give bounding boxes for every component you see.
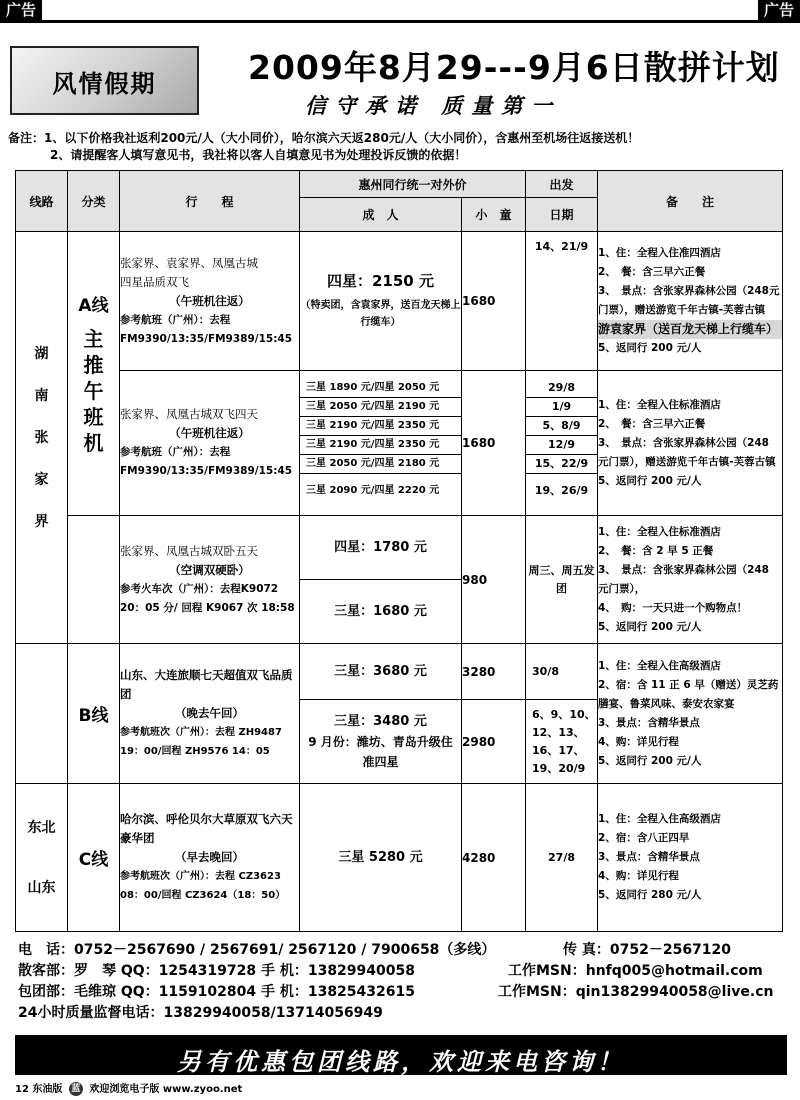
date-option: 5、8/9 [526,417,597,436]
itinerary-p3 [120,516,300,644]
itin-line: 山东、大连旅顺七天超值双飞品质团 [120,668,293,701]
sub-char: 机 [83,431,104,455]
itin-note: （午班机往返） [169,426,250,440]
sub-char: 班 [83,405,104,429]
dates-p4b: 6、9、10、12、13、16、17、19、20/9 [526,700,598,784]
price-p4b [300,700,462,784]
route-char: 界 [34,513,49,530]
price-p5: 三星 5280 元 [300,784,462,932]
itinerary-p1 [120,232,300,371]
price-option: 三星 2190 元/四星 2350 元 [300,436,461,455]
remark-item: 3、景点：含精华景点 [598,716,700,729]
remarks-p3 [598,516,783,644]
header [0,28,800,123]
page-title: 2009年8月29---9月6日散拼计划 [248,48,780,87]
contact-row-phone [18,940,798,961]
table-row-p4a [16,644,783,700]
promo-text: 另有优惠包团线路，欢迎来电咨询！ [177,1048,625,1076]
slogan: 信守承诺 质量第一 [305,94,562,118]
price-p1 [300,232,462,371]
route-blank [16,644,68,784]
remark-item: 1、住：全程入住高级酒店 [598,813,721,825]
child-price-p4a: 3280 [462,644,526,700]
itin-note: （空调双硬卧） [169,562,250,577]
contact-block [18,940,798,1024]
remark-item: 3、 景点：含张家界森林公园（248元门票），赠送游览千年古镇-芙蓉古镇 [598,285,780,316]
itinerary-p5 [120,784,300,932]
brand-name: 风情假期 [52,70,157,98]
category-a-cont [68,516,120,644]
notes [8,130,798,164]
edition-badge-icon: 蓝 [69,1082,83,1096]
ad-tag-right: 广告 [758,0,800,20]
remark-item: 2、 餐：含三早六正餐 [598,417,706,430]
date-option: 15、22/9 [526,455,597,474]
sub-char: 推 [83,353,104,377]
promo-banner [15,1035,787,1075]
category-a [68,232,120,516]
price-option: 三星 2050 元/四星 2180 元 [300,455,461,474]
contact-row-retail [18,961,798,982]
itin-note: （午班机往返） [169,293,250,308]
remark-item: 1、住：全程入住准四酒店 [598,247,721,259]
category-a-label: A线 [78,296,109,316]
remarks-p2 [598,371,783,516]
child-price-p3: 980 [462,516,526,644]
date-option: 1/9 [526,398,597,417]
itin-line: 张家界、凤凰古城双飞四天 [120,407,258,421]
contact-row-group [18,982,798,1003]
header-depart: 出发 [526,171,598,198]
page-number: 12 [15,1084,29,1095]
price-p2 [300,371,462,516]
dates-p4a: 30/8 [526,644,598,700]
header-itinerary: 行 程 [120,171,300,232]
contact-row-hotline [18,1003,798,1024]
remarks-p4 [598,644,783,784]
retail-msn: 工作MSN：hnfq005@hotmail.com [508,963,763,979]
dates-p2 [526,371,598,516]
route-char: 南 [34,387,49,404]
remark-item: 5、返同行 200 元/人 [598,620,702,633]
price-option: 三星 2190 元/四星 2350 元 [300,417,461,436]
itin-line: 四星品质双飞 [120,274,189,289]
group-contact: 包团部：毛维琼 QQ：1159102804 手 机：13825432615 [18,984,415,1000]
remarks-p1 [598,232,783,371]
route-char: 张 [34,429,49,446]
itin-flight: 参考航班次（广州）：去程 CZ3623 08：00/回程 CZ3624（18：50） [120,871,286,901]
category-c: C线 [68,784,120,932]
sub-char: 午 [83,379,104,403]
remark-item: 2、 餐：含 2 早 5 正餐 [598,544,714,557]
remark-item: 2、 餐：含三早六正餐 [598,266,706,278]
table-row-p3 [16,516,783,644]
remark-item: 3、 景点：含张家界森林公园（248 元门票），赠送游览千年古镇-芙蓉古镇 [598,436,776,468]
remark-item: 5、返同行 200 元/人 [598,754,702,767]
footer [15,1080,242,1096]
itin-note: （早去晚回） [175,850,244,864]
header-price-group: 惠州同行统一对外价 [300,171,526,198]
price-p3 [300,516,462,644]
fax: 传 真：0752－2567120 [563,942,732,958]
dates-p1: 14、21/9 [526,232,598,371]
dates-p3: 周三、周五发团 [526,516,598,644]
remark-item: 1、住：全程入住标准酒店 [598,525,721,538]
itinerary-p4 [120,644,300,784]
remark-item: 2、宿：含 11 正 6 早（赠送）灵芝药膳宴、鲁菜风味、泰安农家宴 [598,678,779,710]
itin-flight: 参考航班次（广州）：去程 ZH9487 19：00/回程 ZH9576 14：05 [120,727,282,757]
brand-logo [10,46,199,115]
route-northeast [16,784,68,932]
remark-item: 4、购：详见行程 [598,870,679,882]
header-child: 小 童 [462,198,526,232]
itinerary-p2 [120,371,300,516]
route-char: 家 [34,471,49,488]
remark-item: 5、返同行 200 元/人 [598,474,702,487]
price-option: 三星 1890 元/四星 2050 元 [300,379,461,398]
price-option: 三星 2050 元/四星 2190 元 [300,398,461,417]
child-price-p2: 1680 [462,371,526,516]
date-option: 19、26/9 [534,483,589,497]
itin-flight: 参考航班（广州）：去程FM9390/13:35/FM9389/15:45 [120,313,293,345]
remark-item: 3、 景点：含张家界森林公园（248 元门票）， [598,563,769,595]
route-line: 山东 [27,879,56,896]
remark-item: 5、返同行 280 元/人 [598,889,702,901]
price-value: 三星：1680 元 [334,604,427,619]
date-option: 12/9 [526,436,597,455]
footer-text: 欢迎浏览电子版 www.zyoo.net [89,1084,243,1095]
price-note: 9 月份：潍坊、青岛升级住准四星 [308,734,453,769]
ad-tag-left: 广告 [0,0,42,20]
header-adult: 成 人 [300,198,462,232]
price-note: （特卖团，含袁家界，送百龙天梯上行缆车） [300,300,461,328]
itin-line: 哈尔滨、呼伦贝尔大草原双飞六天豪华团 [120,812,293,845]
header-route: 线路 [16,171,68,232]
table-row-p1 [16,232,783,371]
header-category: 分类 [68,171,120,232]
price-p4a: 三星：3680 元 [300,644,462,700]
edition: 东油版 [32,1084,63,1095]
sub-char: 主 [83,327,104,351]
itin-line: 张家界、袁家界、凤凰古城 [120,255,258,270]
price-value: 三星：3480 元 [334,713,427,729]
remark-item: 1、住：全程入住标准酒店 [598,398,721,411]
tour-table [15,170,783,932]
note-line-2: 2、请提醒客人填写意见书，我社将以客人自填意见书为处理投诉反馈的依据！ [50,148,467,162]
itin-note: （晚去午回） [175,706,244,720]
remark-item: 4、购：详见行程 [598,735,679,748]
phone: 电 话：0752－2567690 / 2567691/ 2567120 / 7900658（多线） [18,942,496,958]
remark-item: 5、返同行 200 元/人 [598,342,702,354]
hotline: 24小时质量监督电话：13829940058/13714056949 [18,1005,383,1021]
table-row-p5 [16,784,783,932]
note-line-1: 备注：1、以下价格我社返利200元/人（大小同价），哈尔滨六天返280元/人（大小同价），含惠州至机场往返接送机！ [8,131,640,145]
header-remarks: 备 注 [598,171,783,232]
dates-p5: 27/8 [526,784,598,932]
remarks-p5 [598,784,783,932]
header-date: 日期 [526,198,598,232]
category-a-sub [68,326,119,456]
remark-item: 1、住：全程入住高级酒店 [598,659,721,672]
child-price-p4b: 2980 [462,700,526,784]
price-option: 三星 2090 元/四星 2220 元 [306,484,440,496]
itin-train: 参考火车次（广州）：去程K9072 20：05 分/ 回程 K9067 次 18:58 [120,582,295,614]
route-hunan [16,232,68,644]
retail-contact: 散客部：罗 琴 QQ：1254319728 手 机：13829940058 [18,963,415,979]
remark-item: 2、宿：含八正四早 [598,832,690,844]
remark-item: 3、景点：含精华景点 [598,851,700,863]
price-value: 四星：1780 元 [300,516,461,580]
date-option: 29/8 [526,379,597,398]
child-price-p5: 4280 [462,784,526,932]
remark-highlight: 游袁家界（送百龙天梯上行缆车） [598,320,782,339]
table-row-p2 [16,371,783,516]
remark-item: 4、 购：一天只进一个购物点！ [598,601,748,614]
header-row-1 [16,171,783,198]
itin-line: 张家界、凤凰古城双卧五天 [120,543,258,558]
price-value: 四星：2150 元 [327,272,434,290]
group-msn: 工作MSN：qin13829940058@live.cn [498,984,774,1000]
route-line: 东北 [27,819,56,836]
route-char: 湖 [34,345,49,362]
top-rule [0,20,800,23]
category-b: B线 [68,644,120,784]
child-price-p1: 1680 [462,232,526,371]
itin-flight: 参考航班（广州）：去程FM9390/13:35/FM9389/15:45 [120,446,293,477]
